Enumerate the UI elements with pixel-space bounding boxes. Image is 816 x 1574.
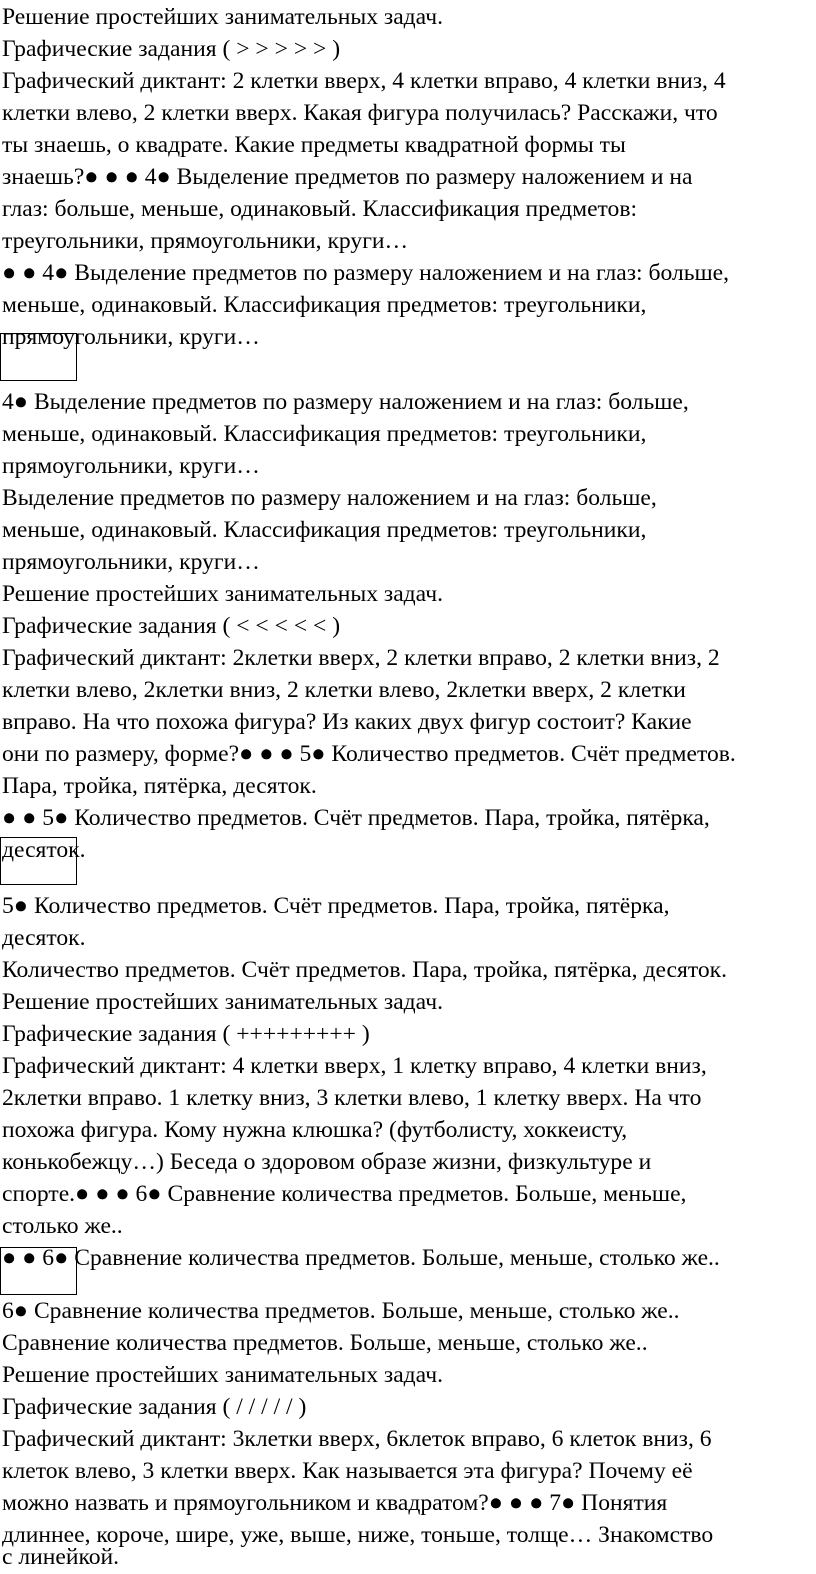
paragraph-line: клетки влево, 2клетки вниз, 2 клетки влево, 2клетки вверх, 2 клетки xyxy=(2,677,686,703)
paragraph-line: Количество предметов. Счёт предметов. Пара, тройка, пятёрка, десяток. xyxy=(2,957,728,983)
paragraph-line: ● ● 4● Выделение предметов по размеру наложением и на глаз: больше, xyxy=(2,260,730,286)
paragraph-line: Графический диктант: 2клетки вверх, 2 клетки вправо, 2 клетки вниз, 2 xyxy=(2,645,720,671)
graphic-task-line: Графические задания ( < < < < < ) xyxy=(2,613,341,639)
paragraph-line: меньше, одинаковый. Классификация предметов: треугольники, xyxy=(2,517,647,543)
section-heading: Решение простейших занимательных задач. xyxy=(2,581,443,607)
paragraph-line: Пара, тройка, пятёрка, десяток. xyxy=(2,773,317,799)
empty-square-box xyxy=(0,1247,77,1295)
paragraph-line: Сравнение количества предметов. Больше, меньше, столько же.. xyxy=(2,1330,648,1356)
paragraph-line: Графический диктант: 2 клетки вверх, 4 клетки вправо, 4 клетки вниз, 4 xyxy=(2,68,726,94)
paragraph-line: клетки влево, 2 клетки вверх. Какая фигура получилась? Расскажи, что xyxy=(2,100,718,126)
paragraph-line: десяток. xyxy=(2,925,86,951)
section-heading: Решение простейших занимательных задач. xyxy=(2,1362,443,1388)
empty-square-box xyxy=(0,837,77,885)
paragraph-line: 6● Сравнение количества предметов. Больше, меньше, столько же.. xyxy=(2,1298,680,1324)
paragraph-line: знаешь?● ● ● 4● Выделение предметов по размеру наложением и на xyxy=(2,164,693,190)
paragraph-line: 5● Количество предметов. Счёт предметов. Пара, тройка, пятёрка, xyxy=(2,893,670,919)
paragraph-line: десяток. xyxy=(2,837,86,863)
paragraph-line: меньше, одинаковый. Классификация предметов: треугольники, xyxy=(2,421,647,447)
paragraph-line: прямоугольники, круги… xyxy=(2,549,260,575)
paragraph-line: спорте.● ● ● 6● Сравнение количества предметов. Больше, меньше, xyxy=(2,1181,687,1207)
paragraph-line: прямоугольники, круги… xyxy=(2,324,260,350)
paragraph-line: похожа фигура. Кому нужна клюшка? (футболисту, хоккеисту, xyxy=(2,1117,628,1143)
graphic-task-line: Графические задания ( / / / / / ) xyxy=(2,1394,307,1420)
paragraph-line: ты знаешь, о квадрате. Какие предметы квадратной формы ты xyxy=(2,132,626,158)
graphic-task-line: Графические задания ( > > > > > ) xyxy=(2,36,341,62)
paragraph-line: Графический диктант: 4 клетки вверх, 1 клетку вправо, 4 клетки вниз, xyxy=(2,1053,707,1079)
paragraph-line: с линейкой. xyxy=(2,1544,120,1570)
paragraph-line: меньше, одинаковый. Классификация предметов: треугольники, xyxy=(2,292,647,318)
paragraph-line: ● ● 6● Сравнение количества предметов. Больше, меньше, столько же.. xyxy=(2,1245,720,1271)
paragraph-line: Выделение предметов по размеру наложением и на глаз: больше, xyxy=(2,485,657,511)
section-heading: Решение простейших занимательных задач. xyxy=(2,989,443,1015)
empty-square-box xyxy=(0,333,77,381)
paragraph-line: 4● Выделение предметов по размеру наложением и на глаз: больше, xyxy=(2,389,689,415)
paragraph-line: 2клетки вправо. 1 клетку вниз, 3 клетки влево, 1 клетку вверх. На что xyxy=(2,1085,702,1111)
paragraph-line: ● ● 5● Количество предметов. Счёт предметов. Пара, тройка, пятёрка, xyxy=(2,805,710,831)
section-heading: Решение простейших занимательных задач. xyxy=(2,4,443,30)
paragraph-line: треугольники, прямоугольники, круги… xyxy=(2,228,409,254)
graphic-task-line: Графические задания ( +++++++++ ) xyxy=(2,1021,370,1047)
paragraph-line: столько же.. xyxy=(2,1213,123,1239)
paragraph-line: конькобежцу…) Беседа о здоровом образе жизни, физкультуре и xyxy=(2,1149,652,1175)
paragraph-line: вправо. На что похожа фигура? Из каких двух фигур состоит? Какие xyxy=(2,709,692,735)
paragraph-line: глаз: больше, меньше, одинаковый. Классификация предметов: xyxy=(2,196,638,222)
paragraph-line: прямоугольники, круги… xyxy=(2,453,260,479)
paragraph-line: Графический диктант: 3клетки вверх, 6клеток вправо, 6 клеток вниз, 6 xyxy=(2,1426,712,1452)
paragraph-line: они по размеру, форме?● ● ● 5● Количество предметов. Счёт предметов. xyxy=(2,741,736,767)
paragraph-line: клеток влево, 3 клетки вверх. Как называется эта фигура? Почему её xyxy=(2,1458,693,1484)
paragraph-line: длиннее, короче, шире, уже, выше, ниже, тоньше, толще… Знакомство xyxy=(2,1522,714,1548)
paragraph-line: можно назвать и прямоугольником и квадратом?● ● ● 7● Понятия xyxy=(2,1490,668,1516)
